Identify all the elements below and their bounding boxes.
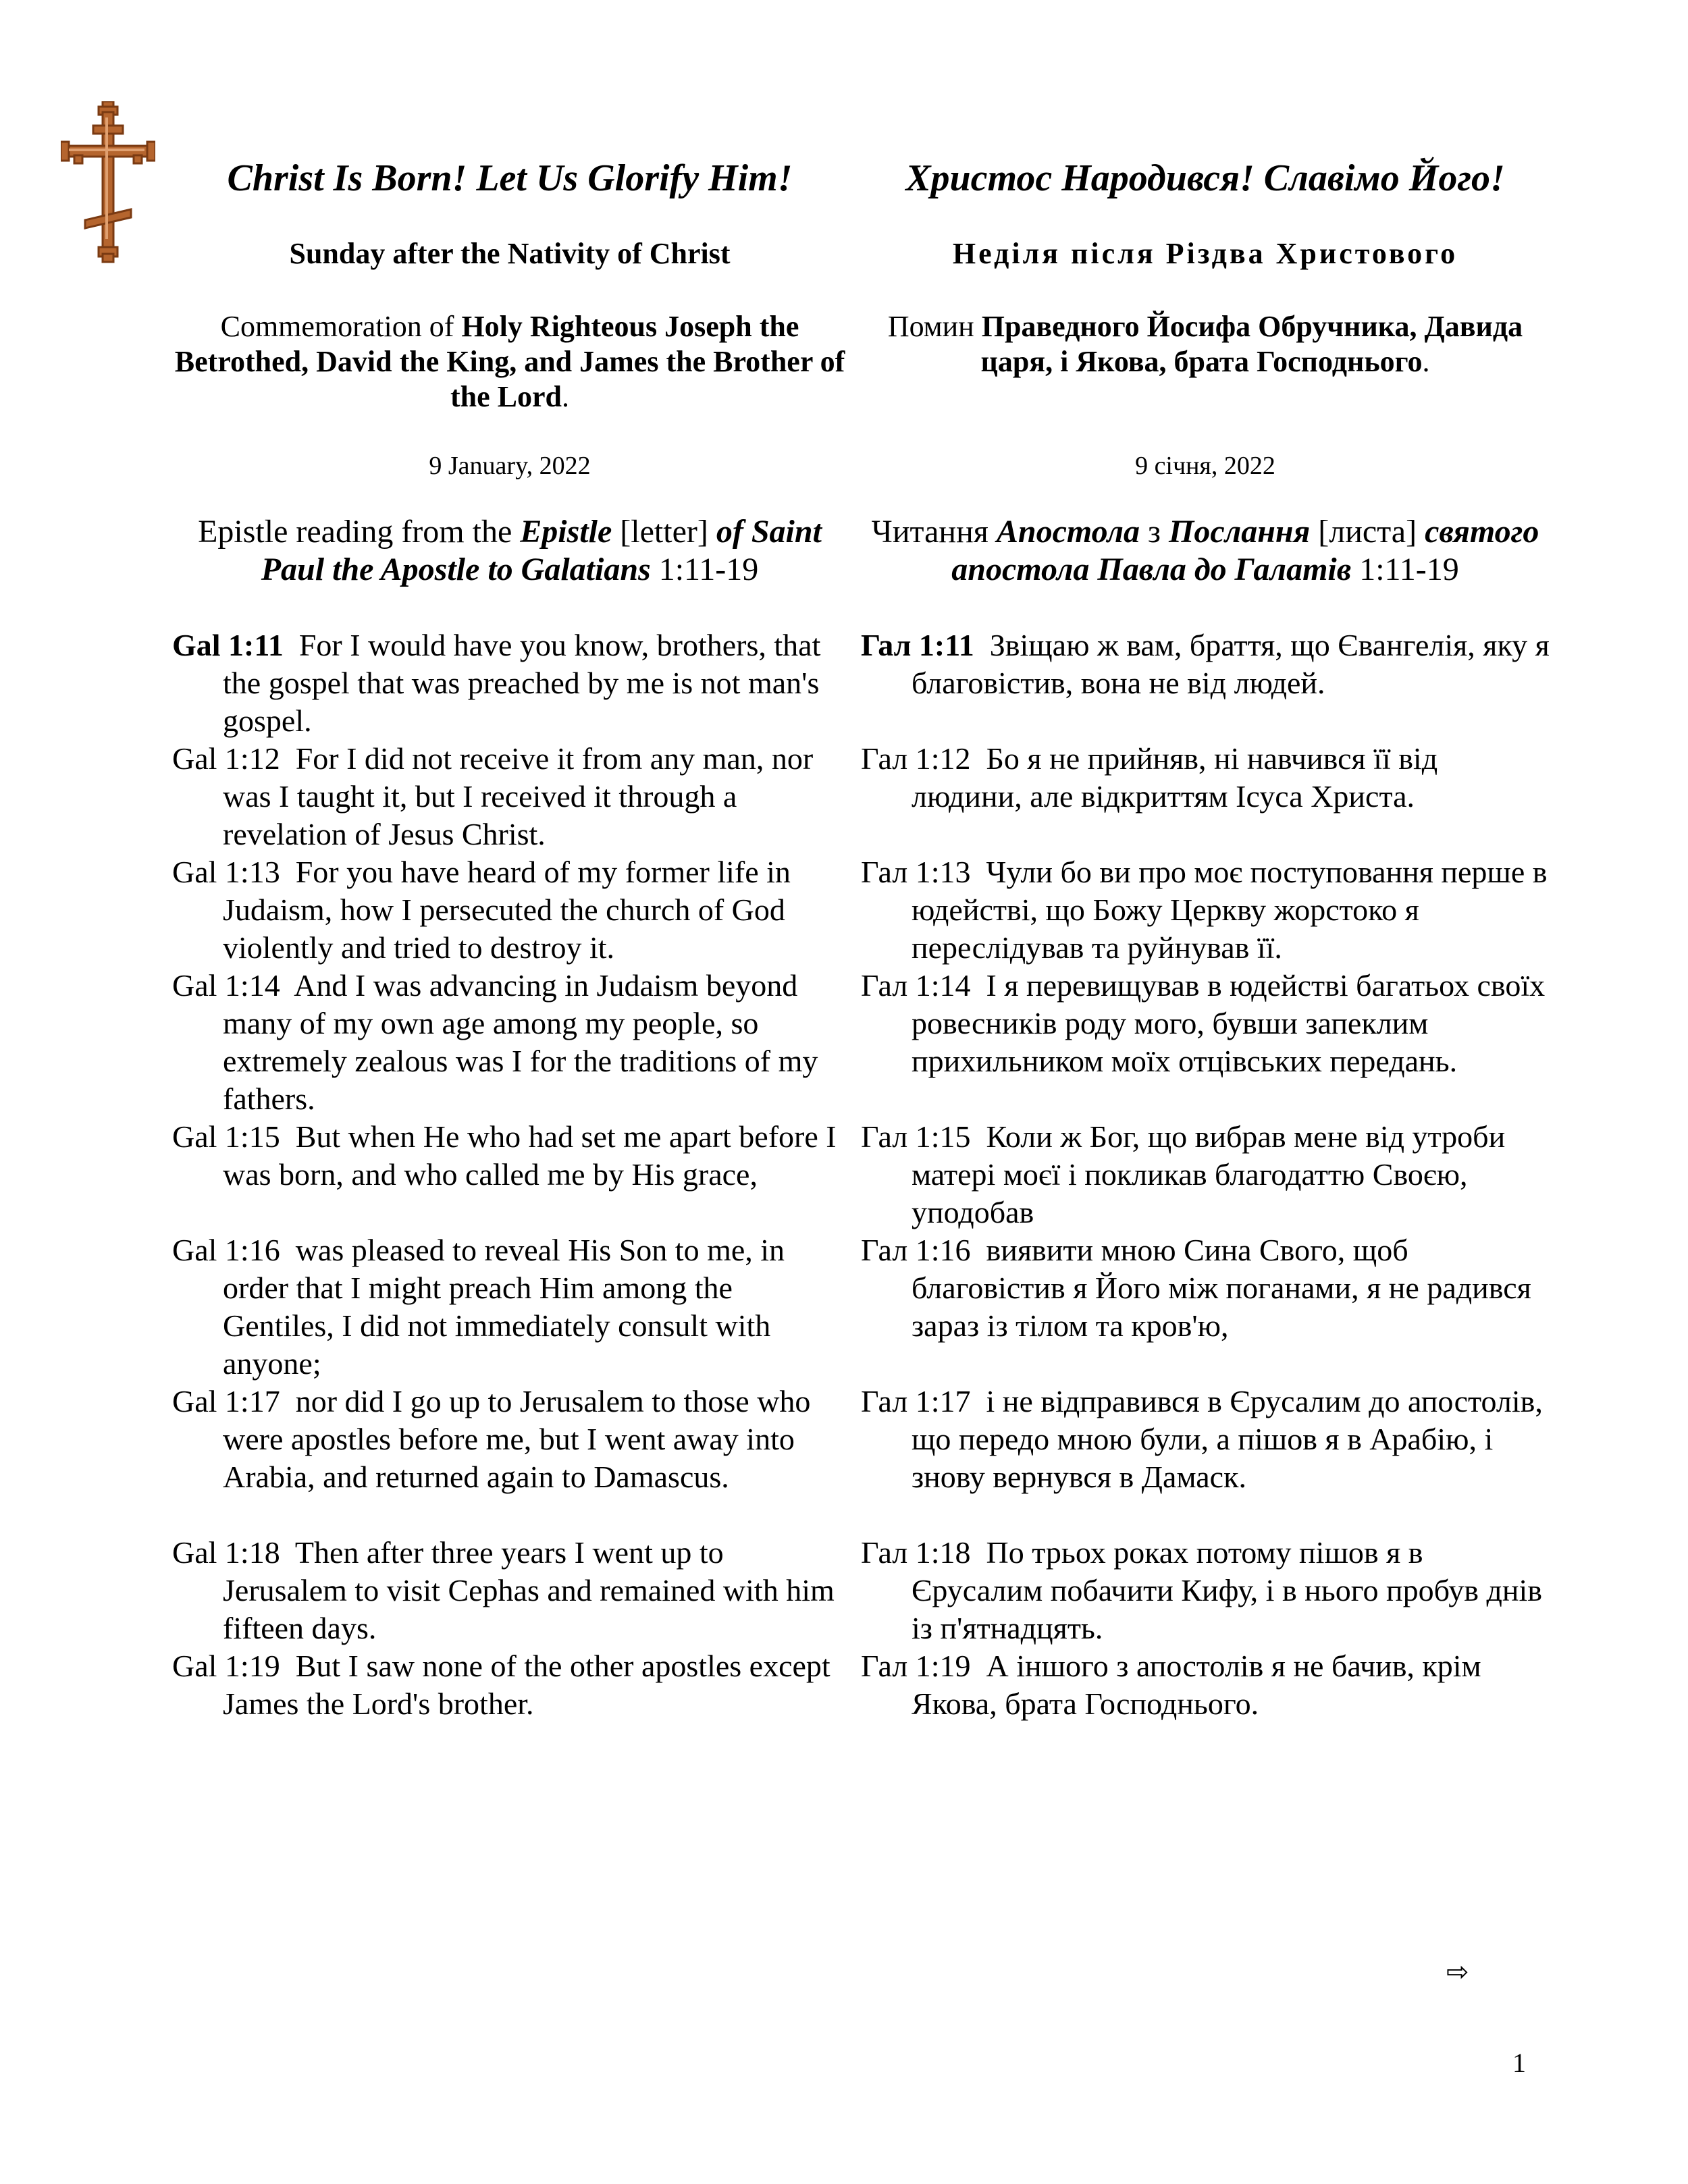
- verse-ref: Gal 1:13: [172, 855, 280, 889]
- verse-text: For you have heard of my former life in Judaism, how I persecuted the church of God violently and tried to destroy it.: [223, 855, 791, 965]
- verse-text: виявити мною Сина Свого, щоб благовістив я Його між поганами, я не радився зараз із тілом та кров'ю,: [912, 1233, 1531, 1343]
- epistle-author: святого апостола Павла до Галатів: [951, 514, 1539, 587]
- page-number: 1: [1512, 2048, 1526, 2078]
- verse-item: [861, 1534, 1550, 1647]
- verse-text: But I saw none of the other apostles except James the Lord's brother.: [223, 1649, 830, 1721]
- verse-ref: Gal 1:18: [172, 1535, 280, 1570]
- epistle-letter: Послання: [1168, 514, 1311, 550]
- epistle-chapter: 1:11-19: [1351, 552, 1459, 587]
- english-sunday-title: Sunday after the Nativity of Christ: [289, 237, 731, 270]
- verse-item: [861, 627, 1550, 702]
- verse-ref: Гал 1:11: [861, 628, 974, 662]
- verse-item: [172, 1231, 847, 1383]
- verse-text: А іншого з апостолів я не бачив, крім Якова, брата Господнього.: [912, 1649, 1481, 1721]
- verse-text: nor did I go up to Jerusalem to those who were apostles before me, but I went away into Arabia, and returned again to Damascus.: [223, 1384, 811, 1494]
- verse-text: was pleased to reveal His Son to me, in order that I might preach Him among the Gentiles, I did not immediately consult with anyone;: [223, 1233, 785, 1381]
- ukrainian-epistle-title: [861, 513, 1550, 589]
- verse-item: [172, 627, 847, 740]
- verse-item: [861, 1231, 1550, 1345]
- epistle-mid: з: [1140, 514, 1169, 550]
- verse-text: For I did not receive it from any man, nor was I taught it, but I received it through a revelation of Jesus Christ.: [223, 741, 814, 851]
- verse-ref: Гал 1:13: [861, 855, 971, 889]
- verse-ref: Gal 1:11: [172, 628, 284, 662]
- english-epistle-title: [172, 513, 847, 589]
- verse-ref: Гал 1:17: [861, 1384, 971, 1418]
- verse-text: Чули бо ви про моє поступовання перше в юдействі, що Божу Церкву жорстоко я переслідував та руйнував її.: [912, 855, 1548, 965]
- verse-ref: Gal 1:17: [172, 1384, 280, 1418]
- next-page-arrow-icon: ⇨: [1446, 1956, 1469, 1988]
- english-date: 9 January, 2022: [429, 452, 591, 480]
- epistle-author: of Saint Paul the Apostle to Galatians: [261, 514, 822, 587]
- verse-text: But when He who had set me apart before I was born, and who called me by His grace,: [223, 1119, 837, 1192]
- verse-ref: Gal 1:16: [172, 1233, 280, 1267]
- verse-item: [172, 740, 847, 853]
- commem-saints: Праведного Йосифа Обручника, Давида царя, і Якова, брата Господнього: [980, 310, 1523, 378]
- ukrainian-commemoration: [861, 309, 1550, 379]
- verse-ref: Gal 1:14: [172, 968, 280, 1003]
- english-headline: Christ Is Born! Let Us Glorify Him!: [227, 157, 793, 199]
- epistle-pre: Epistle reading from the: [198, 514, 521, 550]
- verse-item: [172, 1383, 847, 1496]
- verse-ref: Гал 1:14: [861, 968, 971, 1003]
- ukrainian-date: 9 січня, 2022: [1135, 452, 1275, 480]
- ukrainian-sunday-title: Неділя після Різдва Христового: [952, 237, 1458, 270]
- english-commemoration: [172, 309, 847, 415]
- verse-item: [861, 1118, 1550, 1231]
- verse-text: And I was advancing in Judaism beyond many of my own age among my people, so extremely zealous was I for the traditions of my fathers.: [223, 968, 818, 1116]
- verse-ref: Gal 1:12: [172, 741, 280, 776]
- verse-text: Бо я не прийняв, ні навчився її від людини, але відкриттям Ісуса Христа.: [912, 741, 1438, 814]
- verse-item: [172, 1534, 847, 1647]
- verse-item: [861, 853, 1550, 967]
- verse-item: [861, 1647, 1550, 1723]
- epistle-chapter: 1:11-19: [650, 552, 759, 587]
- verse-ref: Gal 1:15: [172, 1119, 280, 1154]
- verse-text: і не відправився в Єрусалим до апостолів, що передо мною були, а пішов я в Арабію, і знову вернувся в Дамаск.: [912, 1384, 1543, 1494]
- verse-item: [172, 967, 847, 1118]
- verse-item: [861, 1383, 1550, 1496]
- verse-text: For I would have you know, brothers, that the gospel that was preached by me is not man's gospel.: [223, 628, 821, 738]
- verse-text: По трьох роках потому пішов я в Єрусалим побачити Кифу, і в нього пробув днів із п'ятнадцять.: [912, 1535, 1542, 1645]
- commem-suffix: .: [562, 380, 569, 413]
- verse-item: [172, 1118, 847, 1194]
- ukrainian-headline: Христос Народився! Славімо Його!: [905, 157, 1505, 199]
- verse-text: Then after three years I went up to Jerusalem to visit Cephas and remained with him fifteen days.: [223, 1535, 835, 1645]
- commem-prefix: Commemoration of: [220, 310, 462, 343]
- verse-ref: Gal 1:19: [172, 1649, 280, 1683]
- verse-item: [861, 740, 1550, 816]
- verse-ref: Гал 1:12: [861, 741, 971, 776]
- orthodox-cross-icon: [61, 101, 155, 263]
- verse-text: Звіщаю ж вам, браття, що Євангелія, яку я благовістив, вона не від людей.: [912, 628, 1550, 700]
- commem-saints: Holy Righteous Joseph the Betrothed, David the King, and James the Brother of the Lord: [174, 310, 845, 413]
- commem-suffix: .: [1422, 345, 1430, 378]
- verse-ref: Гал 1:18: [861, 1535, 971, 1570]
- verse-ref: Гал 1:19: [861, 1649, 971, 1683]
- verse-item: [172, 853, 847, 967]
- epistle-word: Epistle: [520, 514, 612, 550]
- verse-text: Коли ж Бог, що вибрав мене від утроби матері моєї і покликав благодаттю Своєю, уподобав: [912, 1119, 1506, 1229]
- verse-item: [172, 1647, 847, 1723]
- verse-text: І я перевищував в юдействі багатьох своїх ровесників роду мого, бувши запеклим прихильником моїх отцівських передань.: [912, 968, 1546, 1078]
- commem-prefix: Помин: [887, 310, 982, 343]
- epistle-mid2: [листа]: [1310, 514, 1425, 550]
- epistle-pre: Читання: [871, 514, 997, 550]
- verse-ref: Гал 1:15: [861, 1119, 971, 1154]
- verse-ref: Гал 1:16: [861, 1233, 971, 1267]
- epistle-word: Апостола: [996, 514, 1140, 550]
- verse-item: [861, 967, 1550, 1080]
- epistle-mid: [letter]: [612, 514, 716, 550]
